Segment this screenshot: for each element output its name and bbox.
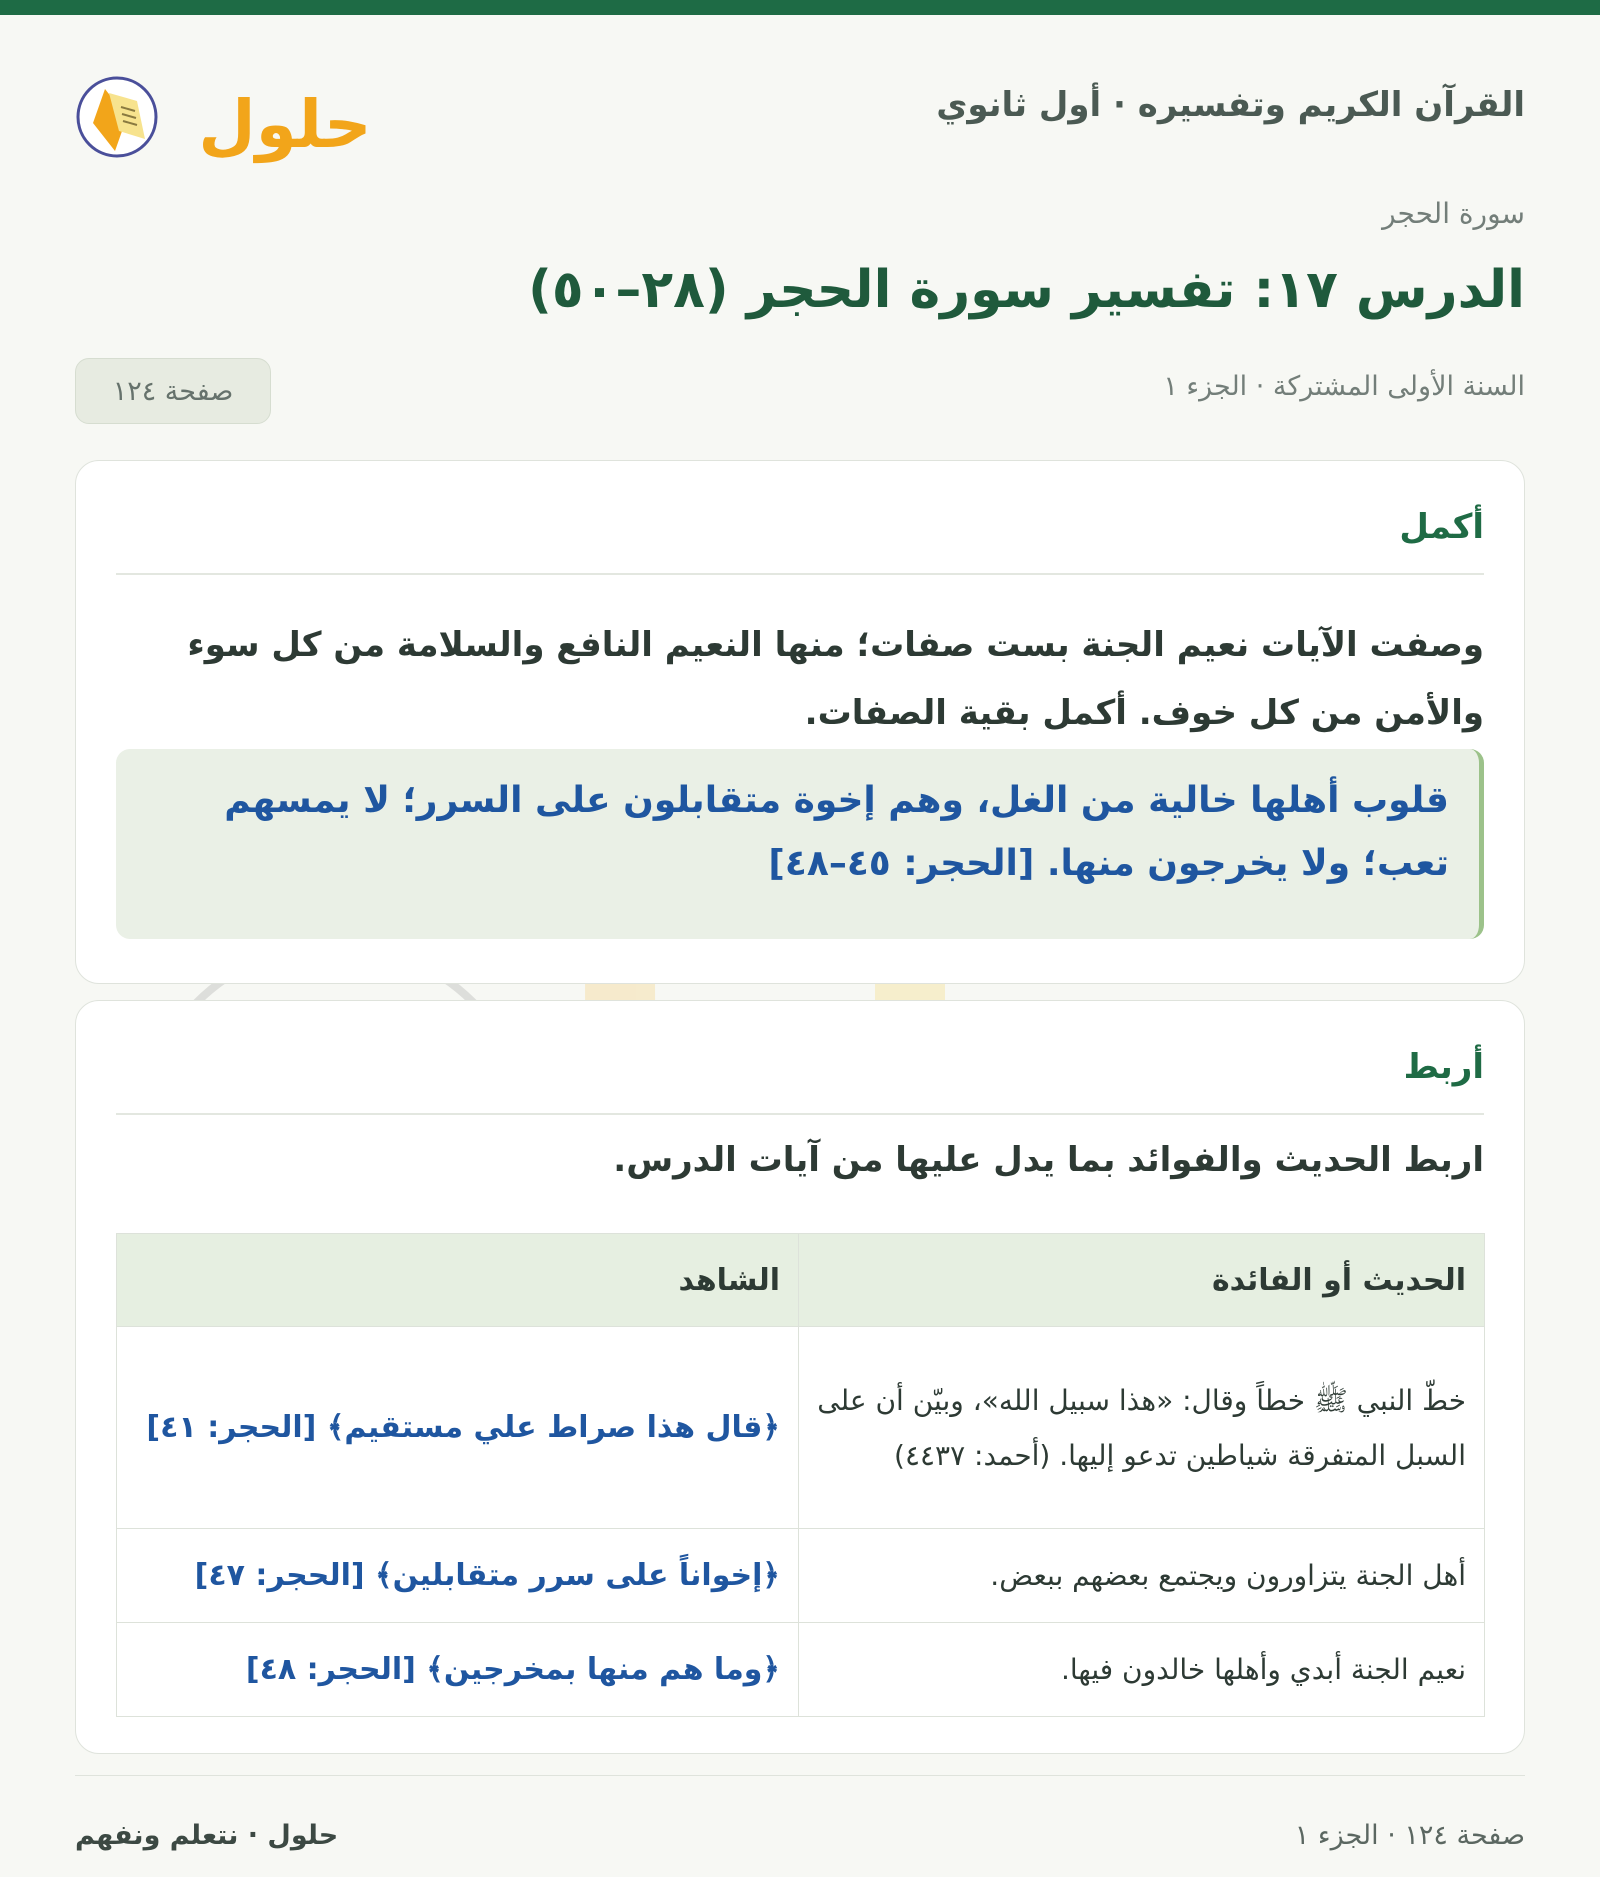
table-row	[117, 1327, 1485, 1529]
table-row	[117, 1623, 1485, 1717]
card-divider	[116, 1113, 1484, 1115]
column-header-hadith: الحديث أو الفائدة	[799, 1234, 1485, 1327]
link-table	[116, 1233, 1485, 1717]
table-header-row	[117, 1234, 1485, 1327]
hadith-cell: أهل الجنة يتزاورون ويجتمع بعضهم ببعض.	[799, 1529, 1485, 1623]
evidence-cell: ﴿قال هذا صراط علي مستقيم﴾ [الحجر: ٤١]	[117, 1327, 799, 1529]
complete-heading: أكمل	[1399, 507, 1484, 547]
evidence-cell: ﴿إخواناً على سرر متقابلين﴾ [الحجر: ٤٧]	[117, 1529, 799, 1623]
book-icon	[78, 78, 156, 156]
link-heading: أربط	[1403, 1047, 1484, 1087]
brand-logo[interactable]	[75, 55, 372, 175]
page-header	[75, 15, 1525, 175]
top-accent-bar	[0, 0, 1600, 15]
hadith-cell: نعيم الجنة أبدي وأهلها خالدون فيها.	[799, 1623, 1485, 1717]
evidence-cell: ﴿وما هم منها بمخرجين﴾ [الحجر: ٤٨]	[117, 1623, 799, 1717]
logo-wordmark: حلول	[198, 86, 372, 163]
table-row	[117, 1529, 1485, 1623]
footer-divider	[75, 1775, 1525, 1776]
complete-prompt: وصفت الآيات نعيم الجنة بست صفات؛ منها النعيم النافع والسلامة من كل سوء والأمن من كل خوف. أكمل بقية الصفات.	[187, 625, 1484, 733]
column-header-evidence: الشاهد	[117, 1234, 799, 1327]
surah-label: سورة الحجر	[1382, 197, 1525, 230]
lesson-title: الدرس ١٧: تفسير سورة الحجر (٢٨–٥٠)	[528, 260, 1525, 320]
hadith-cell: خطّ النبي ﷺ خطاً وقال: «هذا سبيل الله»، وبيّن أن على السبل المتفرقة شياطين تدعو إليها. (أحمد: ٤٤٣٧)	[799, 1327, 1485, 1529]
link-prompt: اربط الحديث والفوائد بما يدل عليها من آيات الدرس.	[613, 1140, 1484, 1180]
footer-page-info: صفحة ١٢٤ · الجزء ١	[1294, 1820, 1525, 1851]
complete-answer: قلوب أهلها خالية من الغل، وهم إخوة متقابلون على السرر؛ لا يمسهم تعب؛ ولا يخرجون منها. [الحجر: ٤٥–٤٨]	[116, 749, 1484, 939]
page-number-badge: صفحة ١٢٤	[75, 358, 271, 424]
subject-title: القرآن الكريم وتفسيره · أول ثانوي	[936, 85, 1525, 125]
lesson-meta: السنة الأولى المشتركة · الجزء ١	[1163, 371, 1525, 402]
card-divider	[116, 573, 1484, 575]
complete-exercise-card	[75, 460, 1525, 984]
footer-brand: حلول · نتعلم ونفهم	[75, 1820, 339, 1851]
link-exercise-card	[75, 1000, 1525, 1754]
